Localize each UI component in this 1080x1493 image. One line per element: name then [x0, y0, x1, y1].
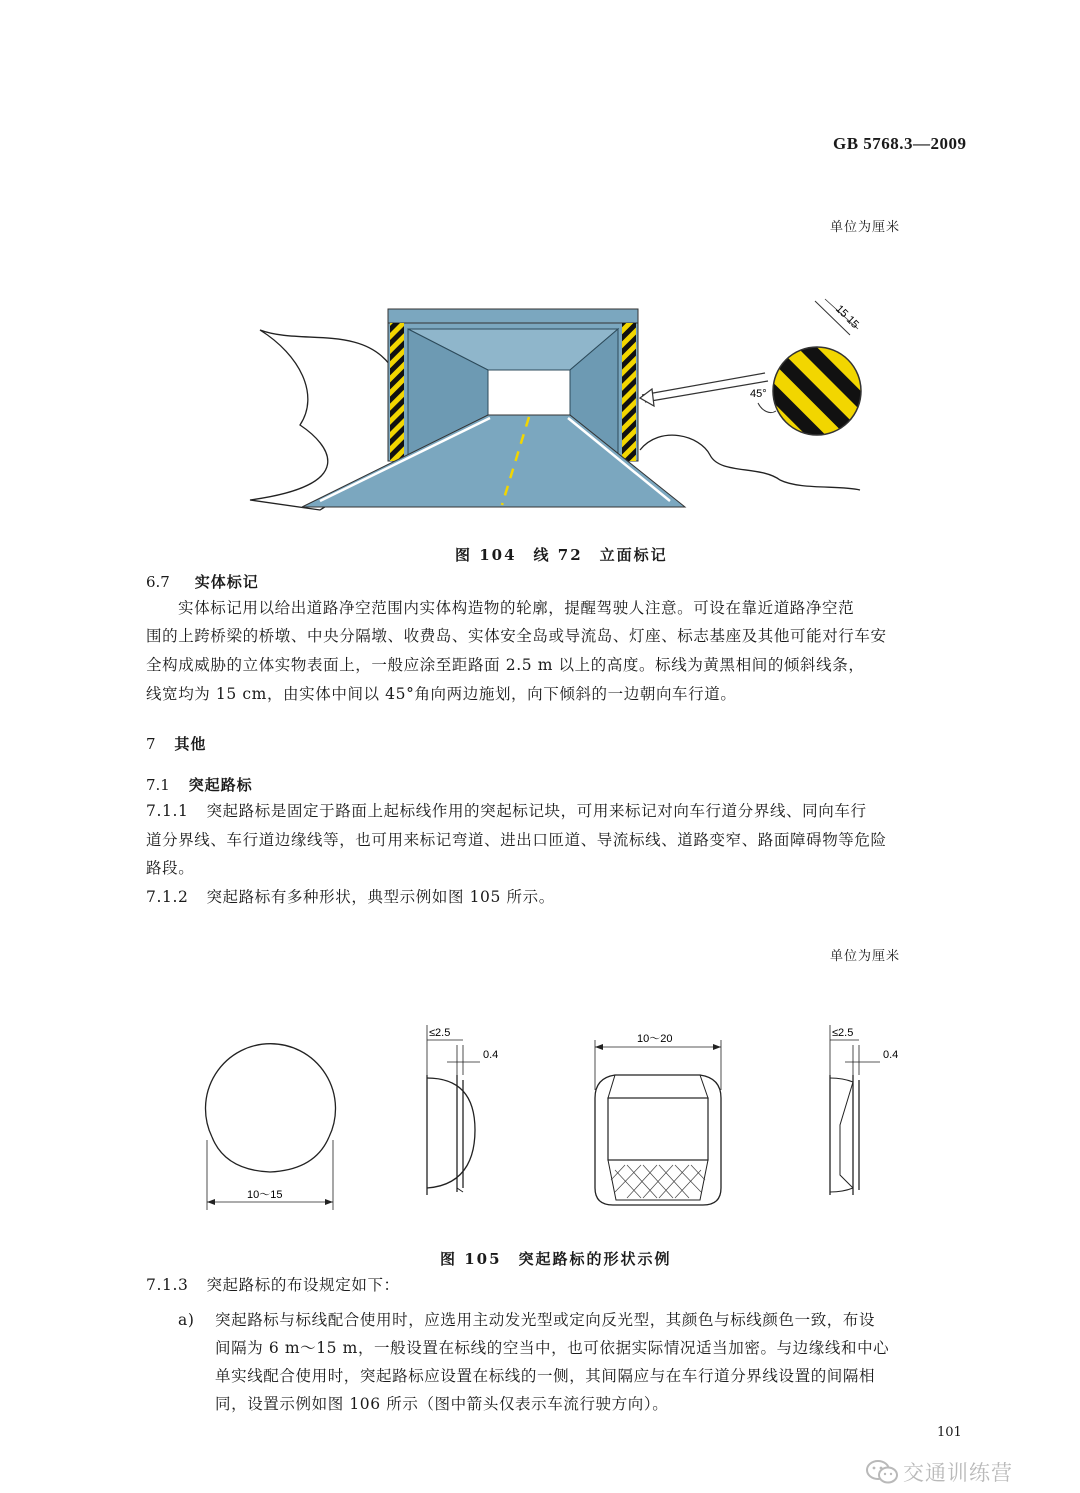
- clause-7-1-2-line: [146, 883, 555, 912]
- paragraph-line: 路段。: [146, 859, 195, 877]
- side-profile-2: [830, 1025, 898, 1195]
- thickness-label-1: ≤2.5: [429, 1027, 451, 1039]
- hazard-stripes-left: [390, 323, 404, 461]
- unit-note-fig104: 单位为厘米: [830, 220, 901, 235]
- figure-105-illustration: [195, 1020, 915, 1220]
- circle-width-label: 10～15: [247, 1189, 283, 1201]
- unit-note-fig105: 单位为厘米: [830, 949, 901, 964]
- figure-104-caption: 图 104 线 72 立面标记: [455, 546, 668, 564]
- hazard-stripes-right: [622, 323, 636, 461]
- clause-7-1-1-line: [146, 797, 867, 826]
- section-title: 突起路标: [188, 776, 253, 794]
- clause-text: 突起路标是固定于路面上起标线作用的突起标记块，可用来标记对向车行道分界线、同向车行: [206, 802, 867, 820]
- figure-104-illustration: [240, 285, 880, 525]
- tunnel-opening: [488, 370, 570, 415]
- section-7-heading: [146, 733, 206, 754]
- list-item-line: 间隔为 6 m～15 m，一般设置在标线的空当中，也可依据实际情况适当加密。与边缘线和中心: [215, 1339, 890, 1357]
- dim-label-15: 15 15: [833, 302, 862, 331]
- section-number: 6.7: [146, 573, 170, 591]
- tunnel-top-beam: [388, 309, 638, 323]
- list-item-line: 突起路标与标线配合使用时，应选用主动发光型或定向反光型，其颜色与标线颜色一致，布设: [215, 1311, 876, 1329]
- gap-label-1: 0.4: [483, 1049, 499, 1061]
- watermark: [865, 1457, 1013, 1487]
- section-6-7-heading: [146, 571, 259, 592]
- terrain-right-outline: [640, 435, 860, 490]
- page-number: 101: [937, 1425, 962, 1440]
- clause-7-1-3-line: [146, 1271, 400, 1300]
- clause-number: 7.1.3: [146, 1276, 189, 1294]
- figure-105-caption: 图 105 突起路标的形状示例: [440, 1250, 672, 1268]
- wechat-icon: [865, 1459, 899, 1485]
- section-title: 其他: [174, 735, 207, 753]
- side-profile-1: [427, 1025, 498, 1195]
- list-item-line: 单实线配合使用时，突起路标应设置在标线的一侧，其间隔应与在车行道分界线设置的间隔相: [215, 1367, 876, 1385]
- item-marker-a: a): [178, 1311, 195, 1329]
- paragraph-line: 线宽均为 15 cm，由实体中间以 45°角向两边施划，向下倾斜的一边朝向车行道。: [146, 685, 737, 703]
- gap-label-2: 0.4: [883, 1049, 899, 1061]
- paragraph-line: 全构成威胁的立体实物表面上，一般应涂至距路面 2.5 m 以上的高度。标线为黄黑相间的倾斜线条，: [146, 656, 865, 674]
- watermark-text: 交通训练营: [903, 1461, 1013, 1485]
- clause-text: 突起路标有多种形状，典型示例如图 105 所示。: [206, 888, 555, 906]
- list-item-line: 同，设置示例如图 106 所示（图中箭头仅表示车流行驶方向）。: [215, 1395, 669, 1413]
- paragraph-line: 实体标记用以给出道路净空范围内实体构造物的轮廓，提醒驾驶人注意。可设在靠近道路净空范: [178, 599, 855, 617]
- paragraph-line: 围的上跨桥梁的桥墩、中央分隔墩、收费岛、实体安全岛或导流岛、灯座、标志基座及其他可能对行车安: [146, 627, 887, 645]
- clause-number: 7.1.2: [146, 888, 189, 906]
- thickness-label-2: ≤2.5: [832, 1027, 854, 1039]
- section-number: 7.1: [146, 776, 170, 794]
- square-width-label: 10～20: [637, 1033, 673, 1045]
- clause-text: 突起路标的布设规定如下：: [206, 1276, 400, 1294]
- square-marker: [595, 1033, 721, 1205]
- section-number: 7: [146, 735, 156, 753]
- clause-number: 7.1.1: [146, 802, 189, 820]
- standard-code: GB 5768.3—2009: [833, 134, 967, 153]
- section-7-1-heading: [146, 774, 253, 795]
- circular-marker: [206, 1044, 336, 1210]
- angle-label: 45°: [750, 388, 767, 400]
- paragraph-line: 道分界线、车行道边缘线等，也可用来标记弯道、进出口匝道、导流标线、道路变窄、路面障碍物等危险: [146, 831, 887, 849]
- section-title: 实体标记: [194, 573, 259, 591]
